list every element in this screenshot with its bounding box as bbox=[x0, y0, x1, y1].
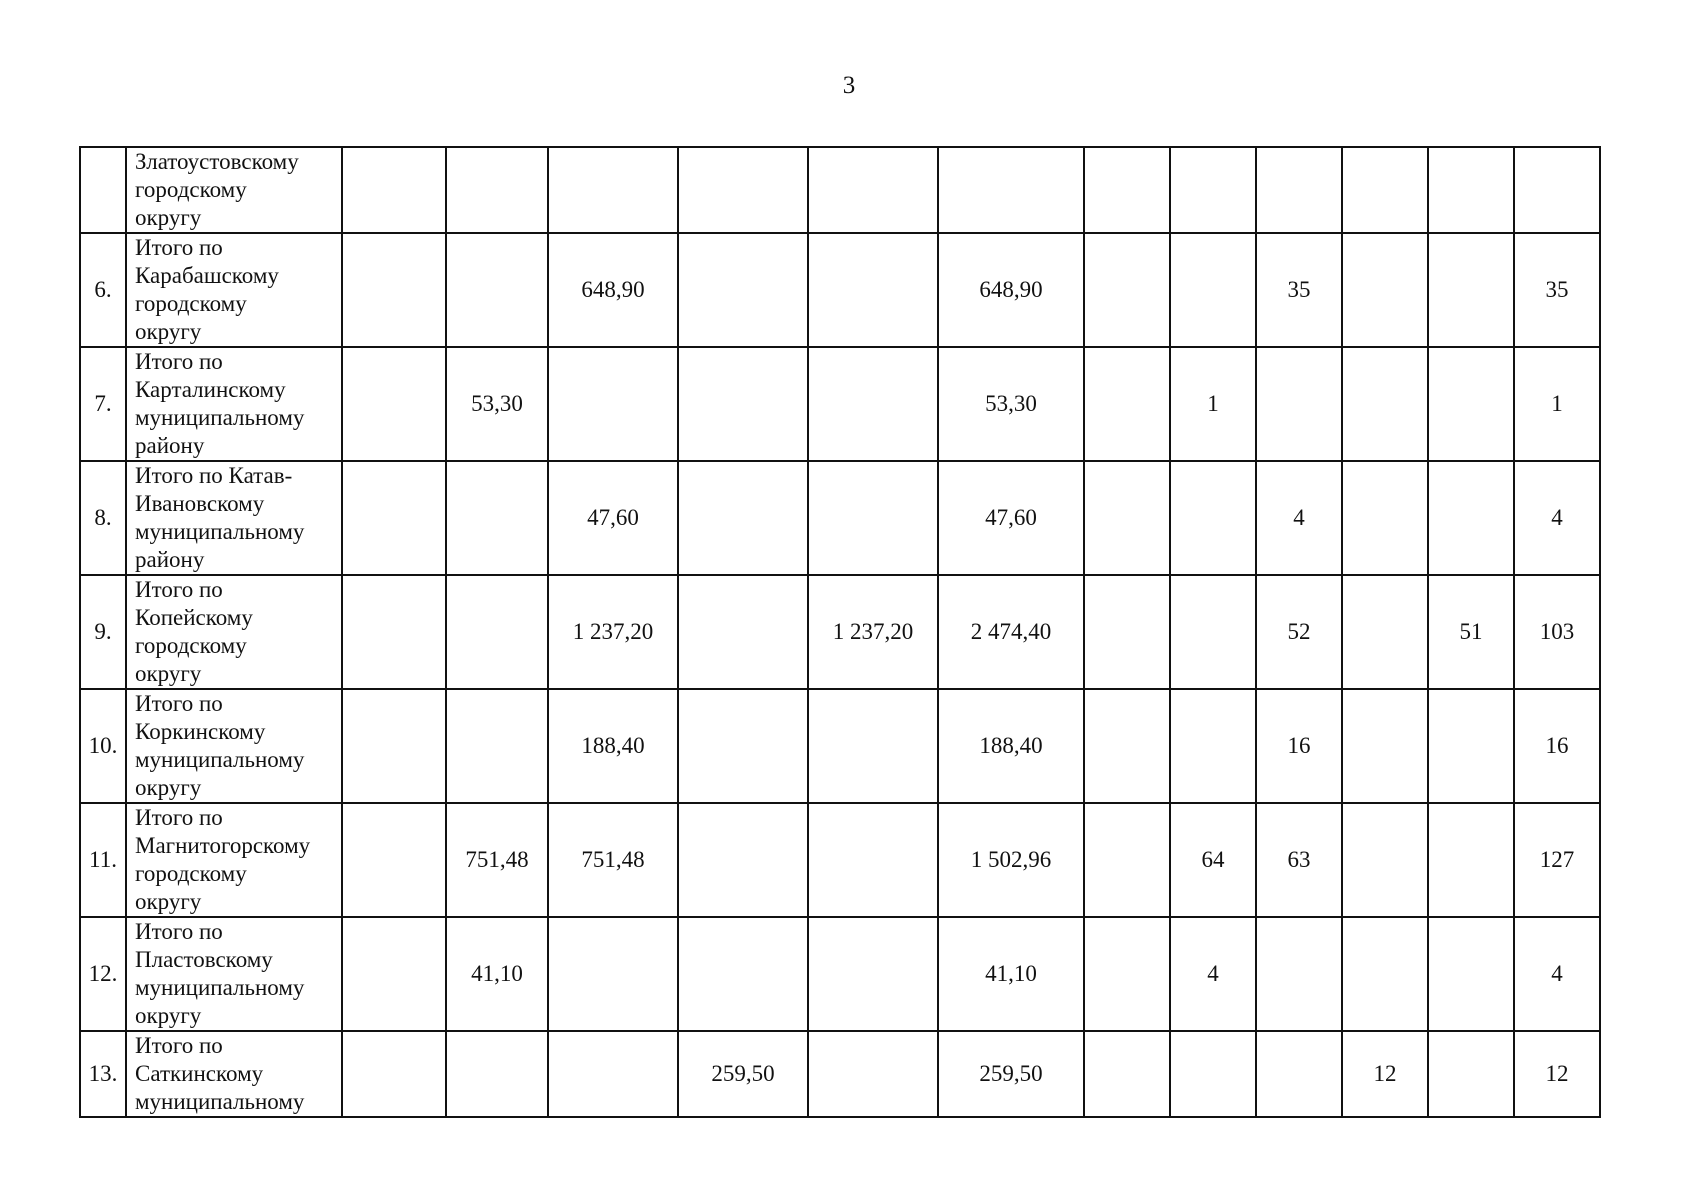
page-number: 3 bbox=[842, 72, 856, 99]
table-cell bbox=[1428, 347, 1514, 461]
table-cell bbox=[1084, 147, 1170, 233]
row-name-line: Итого по bbox=[135, 349, 223, 374]
table-cell: 188,40 bbox=[548, 689, 678, 803]
table-cell bbox=[342, 575, 446, 689]
table-cell bbox=[1428, 461, 1514, 575]
table-cell bbox=[342, 347, 446, 461]
table-cell: 259,50 bbox=[678, 1031, 808, 1117]
table-cell bbox=[1256, 917, 1342, 1031]
table-cell bbox=[1256, 347, 1342, 461]
row-name-line: Итого по bbox=[135, 691, 223, 716]
table-cell: 35 bbox=[1514, 233, 1600, 347]
table-cell bbox=[808, 917, 938, 1031]
table-row bbox=[80, 689, 1600, 803]
table-cell bbox=[446, 1031, 548, 1117]
table-cell bbox=[446, 689, 548, 803]
table-row bbox=[80, 917, 1600, 1031]
table-cell bbox=[342, 233, 446, 347]
row-name-line: муниципальному bbox=[135, 975, 305, 1000]
table-cell bbox=[1256, 147, 1342, 233]
table-cell bbox=[1170, 233, 1256, 347]
table-cell: 4 bbox=[1170, 917, 1256, 1031]
table-row bbox=[80, 803, 1600, 917]
table-cell bbox=[808, 347, 938, 461]
table-cell bbox=[446, 575, 548, 689]
table-cell: 4 bbox=[1256, 461, 1342, 575]
table-cell bbox=[548, 347, 678, 461]
table-cell bbox=[342, 461, 446, 575]
table-cell: 41,10 bbox=[938, 917, 1084, 1031]
table-cell: 52 bbox=[1256, 575, 1342, 689]
row-name-line: Копейскому bbox=[135, 605, 253, 630]
row-name-line: Пластовскому bbox=[135, 947, 273, 972]
table-cell: 35 bbox=[1256, 233, 1342, 347]
row-name-line: округу bbox=[135, 1003, 202, 1028]
row-name-line: округу bbox=[135, 889, 202, 914]
table-cell: 12 bbox=[1514, 1031, 1600, 1117]
row-name-line: муниципальному bbox=[135, 747, 305, 772]
table-cell bbox=[678, 803, 808, 917]
table-cell: 648,90 bbox=[938, 233, 1084, 347]
table-row bbox=[80, 575, 1600, 689]
row-name-line: Карабашскому bbox=[135, 263, 279, 288]
row-number: 7. bbox=[80, 347, 126, 461]
table-cell bbox=[1084, 575, 1170, 689]
row-name-line: Итого по bbox=[135, 805, 223, 830]
table-cell bbox=[678, 917, 808, 1031]
table-row bbox=[80, 1031, 1600, 1117]
table-cell bbox=[342, 147, 446, 233]
row-name-line: Златоустовскому bbox=[135, 149, 299, 174]
table-cell: 12 bbox=[1342, 1031, 1428, 1117]
table-cell bbox=[678, 347, 808, 461]
row-name-line: муниципальному bbox=[135, 1089, 305, 1114]
table-cell: 1 bbox=[1514, 347, 1600, 461]
row-name bbox=[126, 347, 342, 461]
table-cell bbox=[548, 147, 678, 233]
row-name-line: округу bbox=[135, 775, 202, 800]
table-row bbox=[80, 461, 1600, 575]
row-number: 8. bbox=[80, 461, 126, 575]
row-name bbox=[126, 917, 342, 1031]
table-cell: 1 237,20 bbox=[548, 575, 678, 689]
row-name-line: Итого по bbox=[135, 1033, 223, 1058]
table-cell: 103 bbox=[1514, 575, 1600, 689]
table-cell bbox=[678, 575, 808, 689]
table-cell: 63 bbox=[1256, 803, 1342, 917]
table-cell bbox=[1084, 461, 1170, 575]
table-cell bbox=[938, 147, 1084, 233]
table-cell: 4 bbox=[1514, 917, 1600, 1031]
row-number: 13. bbox=[80, 1031, 126, 1117]
row-name-line: району bbox=[135, 433, 205, 458]
table-cell: 259,50 bbox=[938, 1031, 1084, 1117]
table-cell: 16 bbox=[1256, 689, 1342, 803]
table-cell: 2 474,40 bbox=[938, 575, 1084, 689]
table-cell bbox=[1428, 917, 1514, 1031]
row-number: 11. bbox=[80, 803, 126, 917]
row-name-line: муниципальному bbox=[135, 405, 305, 430]
table-row bbox=[80, 147, 1600, 233]
table-cell bbox=[808, 803, 938, 917]
table-cell bbox=[1084, 233, 1170, 347]
table-cell bbox=[446, 461, 548, 575]
row-name bbox=[126, 575, 342, 689]
row-name bbox=[126, 689, 342, 803]
table-cell bbox=[1084, 347, 1170, 461]
table-cell: 127 bbox=[1514, 803, 1600, 917]
table-cell bbox=[548, 917, 678, 1031]
table-cell bbox=[808, 461, 938, 575]
table-cell bbox=[1342, 347, 1428, 461]
table-cell: 51 bbox=[1428, 575, 1514, 689]
row-name bbox=[126, 147, 342, 233]
table-cell: 1 502,96 bbox=[938, 803, 1084, 917]
row-name-line: Итого по bbox=[135, 919, 223, 944]
table-cell bbox=[342, 803, 446, 917]
table-cell bbox=[1170, 1031, 1256, 1117]
row-name-line: городскому bbox=[135, 177, 247, 202]
table-cell bbox=[1342, 233, 1428, 347]
table-cell: 188,40 bbox=[938, 689, 1084, 803]
table-cell bbox=[1256, 1031, 1342, 1117]
table-cell bbox=[1428, 803, 1514, 917]
table-cell: 751,48 bbox=[446, 803, 548, 917]
row-name-line: Саткинскому bbox=[135, 1061, 264, 1086]
table-row bbox=[80, 233, 1600, 347]
table-row bbox=[80, 347, 1600, 461]
table-cell bbox=[808, 147, 938, 233]
table-cell bbox=[446, 147, 548, 233]
row-name-line: городскому bbox=[135, 861, 247, 886]
row-number: 6. bbox=[80, 233, 126, 347]
row-name-line: Карталинскому bbox=[135, 377, 286, 402]
table-cell: 47,60 bbox=[548, 461, 678, 575]
table-cell: 751,48 bbox=[548, 803, 678, 917]
row-number: 9. bbox=[80, 575, 126, 689]
row-name-line: Ивановскому bbox=[135, 491, 265, 516]
table-cell bbox=[678, 233, 808, 347]
table-cell: 1 bbox=[1170, 347, 1256, 461]
row-name-line: Итого по bbox=[135, 235, 223, 260]
table-cell bbox=[1428, 147, 1514, 233]
table-cell bbox=[1342, 461, 1428, 575]
table-cell: 41,10 bbox=[446, 917, 548, 1031]
table-cell bbox=[1170, 575, 1256, 689]
table-cell bbox=[1428, 689, 1514, 803]
table-cell bbox=[342, 917, 446, 1031]
row-name bbox=[126, 461, 342, 575]
table-cell bbox=[1342, 575, 1428, 689]
table-cell: 47,60 bbox=[938, 461, 1084, 575]
row-name bbox=[126, 233, 342, 347]
table-cell bbox=[1514, 147, 1600, 233]
table-body bbox=[80, 147, 1600, 1117]
row-name-line: округу bbox=[135, 205, 202, 230]
table-cell bbox=[1428, 1031, 1514, 1117]
table-cell bbox=[1170, 461, 1256, 575]
table-cell bbox=[1342, 917, 1428, 1031]
table-cell bbox=[548, 1031, 678, 1117]
table-cell bbox=[1084, 1031, 1170, 1117]
table-cell bbox=[1170, 147, 1256, 233]
table-cell: 53,30 bbox=[446, 347, 548, 461]
table-cell bbox=[808, 1031, 938, 1117]
table-cell bbox=[342, 1031, 446, 1117]
row-name-line: Коркинскому bbox=[135, 719, 266, 744]
row-number: 10. bbox=[80, 689, 126, 803]
data-table bbox=[79, 146, 1601, 1118]
table-cell bbox=[446, 233, 548, 347]
table-cell bbox=[1084, 689, 1170, 803]
row-name-line: Итого по Катав- bbox=[135, 463, 293, 488]
row-name-line: округу bbox=[135, 319, 202, 344]
table-cell: 4 bbox=[1514, 461, 1600, 575]
table-cell bbox=[678, 147, 808, 233]
table-cell bbox=[1342, 689, 1428, 803]
row-name-line: Итого по bbox=[135, 577, 223, 602]
row-name bbox=[126, 803, 342, 917]
row-name-line: городскому bbox=[135, 633, 247, 658]
table-cell: 1 237,20 bbox=[808, 575, 938, 689]
table-cell bbox=[1342, 147, 1428, 233]
table-cell bbox=[1084, 917, 1170, 1031]
table-cell: 64 bbox=[1170, 803, 1256, 917]
table-cell bbox=[808, 233, 938, 347]
table-cell bbox=[678, 689, 808, 803]
table-cell bbox=[1170, 689, 1256, 803]
row-name-line: городскому bbox=[135, 291, 247, 316]
row-number bbox=[80, 147, 126, 233]
row-number: 12. bbox=[80, 917, 126, 1031]
row-name-line: округу bbox=[135, 661, 202, 686]
table-cell bbox=[1342, 803, 1428, 917]
table-cell bbox=[678, 461, 808, 575]
table-cell: 648,90 bbox=[548, 233, 678, 347]
row-name-line: Магнитогорскому bbox=[135, 833, 311, 858]
table-cell: 53,30 bbox=[938, 347, 1084, 461]
row-name bbox=[126, 1031, 342, 1117]
table-cell bbox=[342, 689, 446, 803]
row-name-line: муниципальному bbox=[135, 519, 305, 544]
table-cell bbox=[1428, 233, 1514, 347]
row-name-line: району bbox=[135, 547, 205, 572]
table-cell bbox=[1084, 803, 1170, 917]
table-cell bbox=[808, 689, 938, 803]
table-cell: 16 bbox=[1514, 689, 1600, 803]
